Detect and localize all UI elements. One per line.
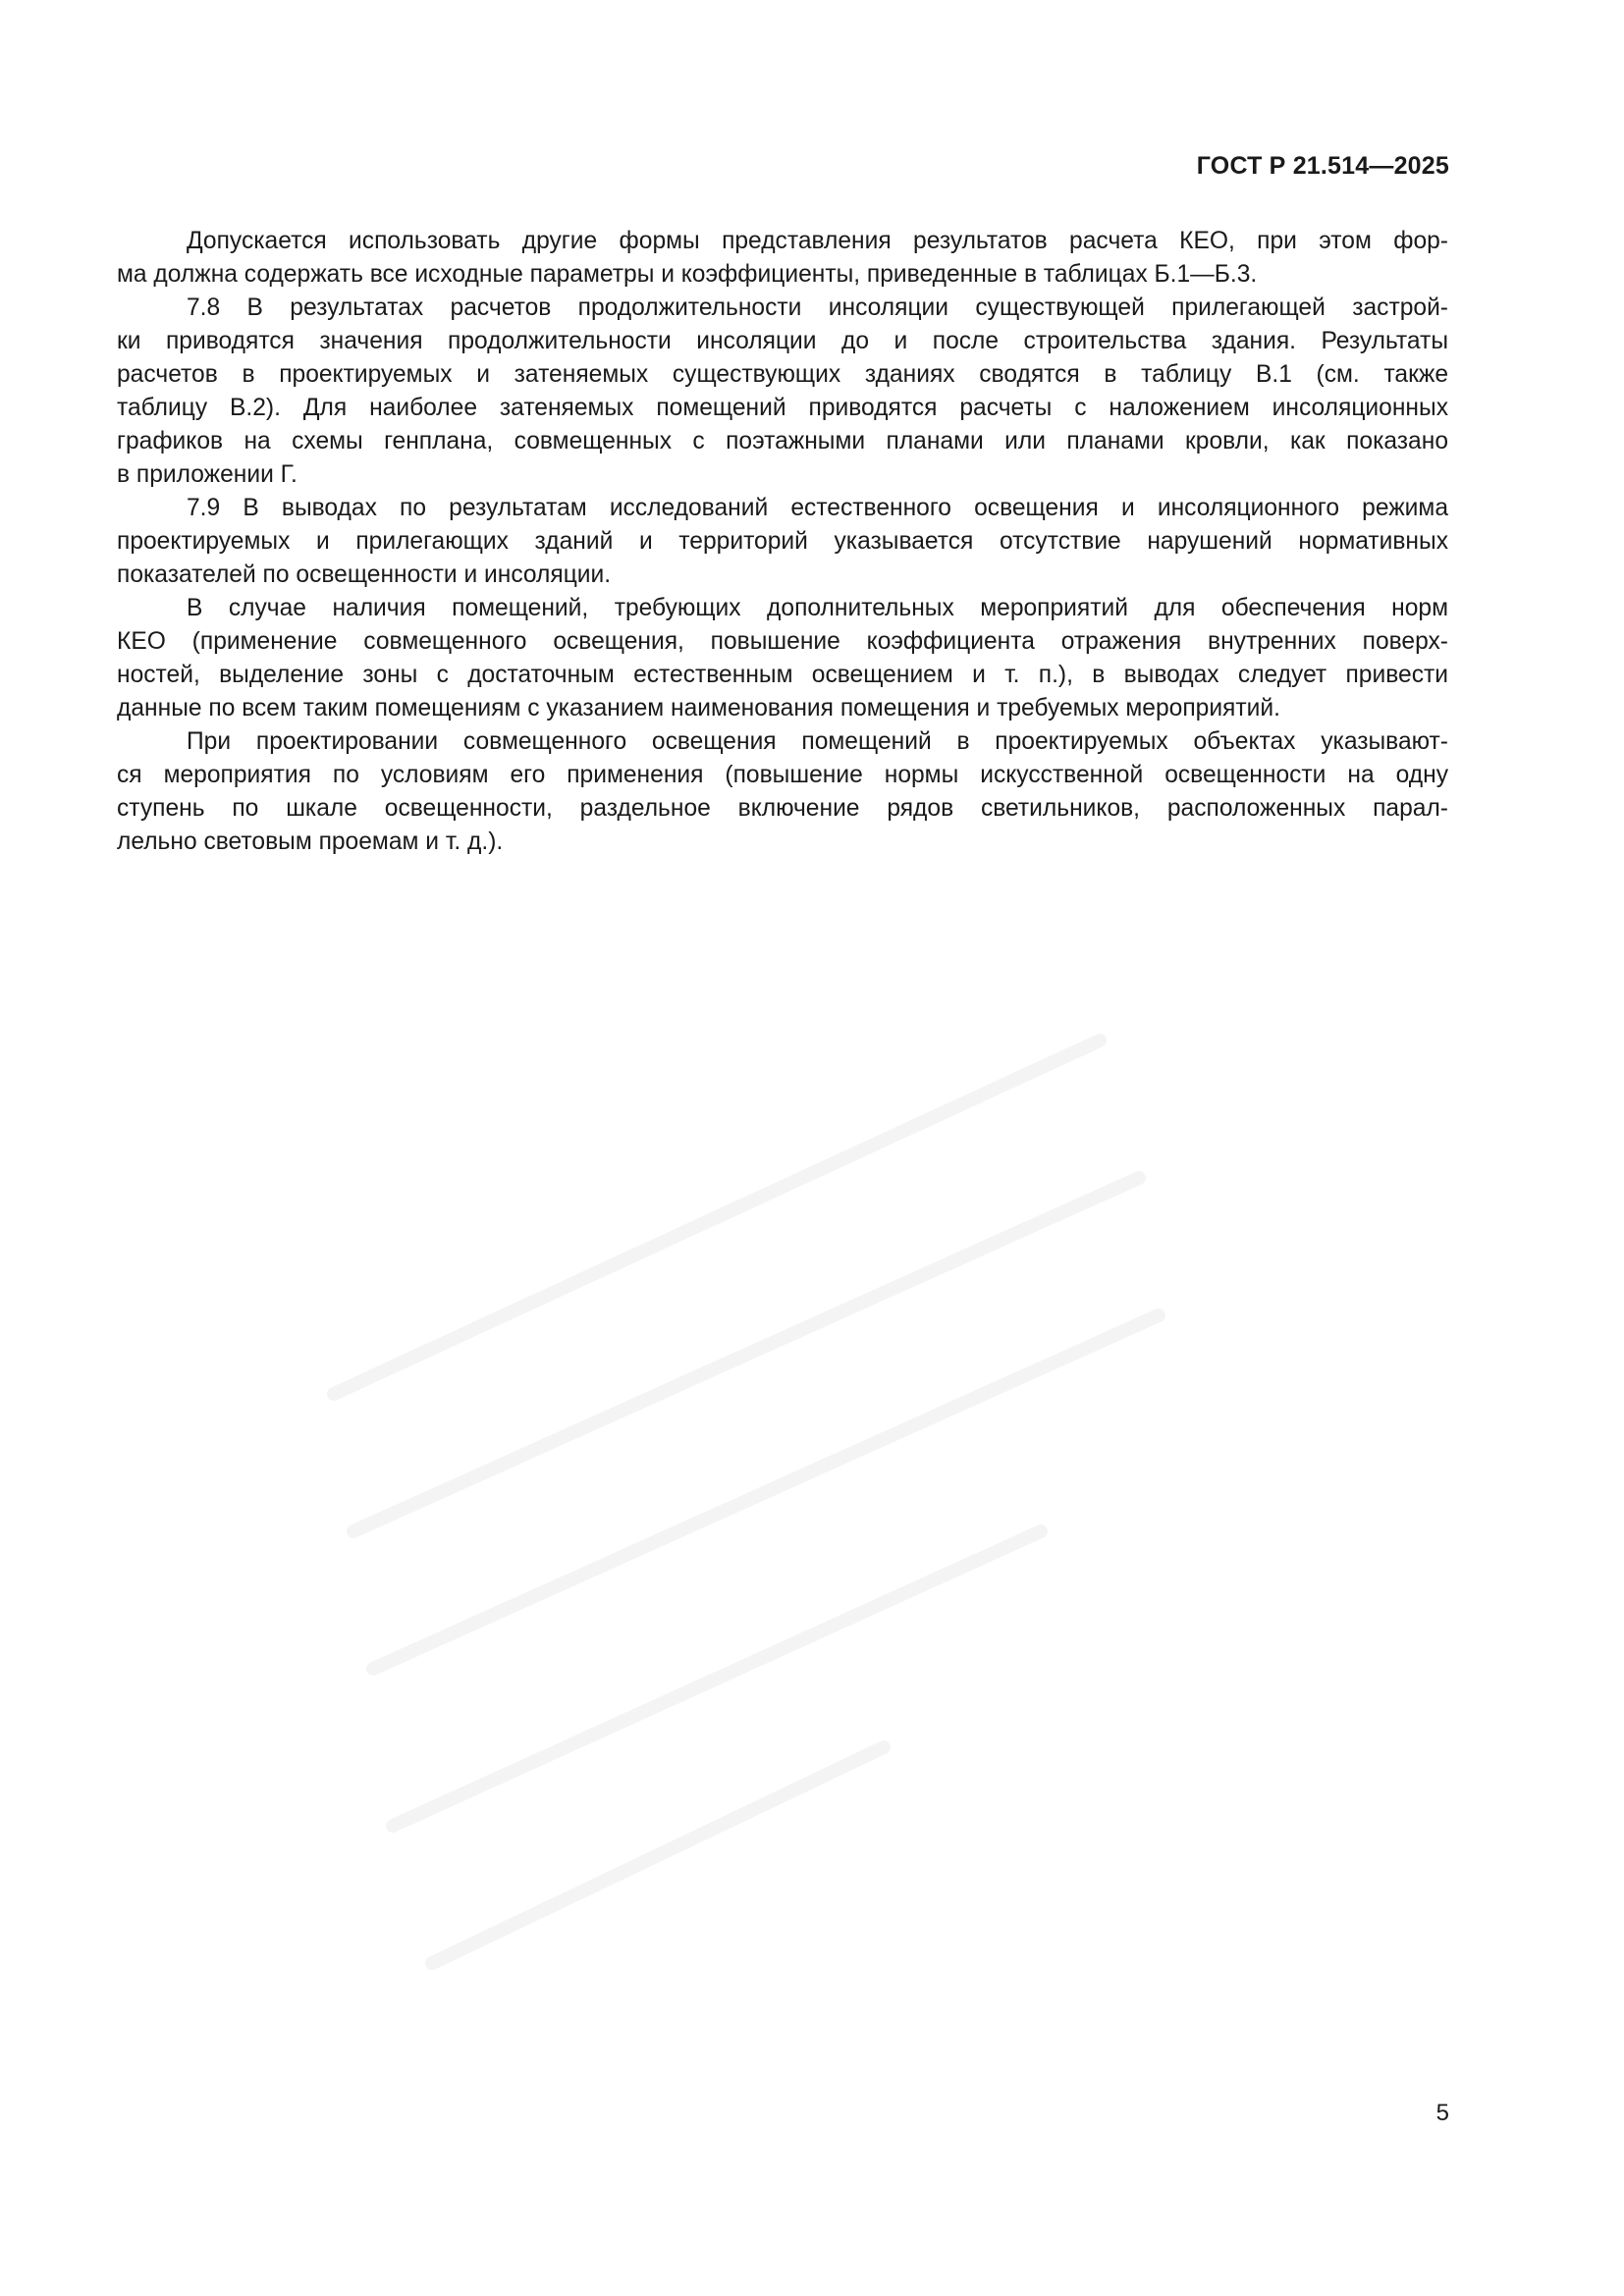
text-line: таблицу В.2). Для наиболее затеняемых помещений приводятся расчеты с наложением инсоляционных <box>117 395 1448 421</box>
text-line: ма должна содержать все исходные параметры и коэффициенты, приведенные в таблицах Б.1—Б.3. <box>117 261 1258 288</box>
text-line: графиков на схемы генплана, совмещенных с поэтажными планами или планами кровли, как показано <box>117 428 1448 454</box>
text-line: КЕО (применение совмещенного освещения, повышение коэффициента отражения внутренних поверх- <box>117 628 1448 655</box>
text-line: ки приводятся значения продолжительности инсоляции до и после строительства здания. Результаты <box>117 328 1448 354</box>
text-line: 7.8 В результатах расчетов продолжительности инсоляции существующей прилегающей застрой- <box>187 294 1448 321</box>
paragraph <box>117 592 1448 725</box>
page-number: 5 <box>1435 2100 1449 2126</box>
paragraph <box>117 725 1448 859</box>
text-line: ностей, выделение зоны с достаточным естественным освещением и т. п.), в выводах следует привести <box>117 662 1448 688</box>
text-line: расчетов в проектируемых и затеняемых существующих зданиях сводятся в таблицу В.1 (см. также <box>117 361 1448 388</box>
paragraph-7-9 <box>117 492 1448 592</box>
text-line: Допускается использовать другие формы представления результатов расчета КЕО, при этом фор- <box>187 228 1448 254</box>
text-line: проектируемых и прилегающих зданий и территорий указывается отсутствие нарушений нормативных <box>117 528 1448 555</box>
paragraph <box>117 225 1448 292</box>
text-line: в приложении Г. <box>117 461 298 488</box>
text-line: 7.9 В выводах по результатам исследований естественного освещения и инсоляционного режима <box>187 495 1448 521</box>
faint-watermark <box>295 982 1178 2061</box>
document-body <box>117 225 1448 859</box>
text-line: показателей по освещенности и инсоляции. <box>117 561 612 588</box>
text-line: ступень по шкале освещенности, раздельное включение рядов светильников, расположенных парал- <box>117 795 1448 822</box>
paragraph-7-8 <box>117 292 1448 492</box>
text-line: В случае наличия помещений, требующих дополнительных мероприятий для обеспечения норм <box>187 595 1448 621</box>
text-line: При проектировании совмещенного освещения помещений в проектируемых объектах указывают- <box>187 728 1448 755</box>
document-code-header: ГОСТ Р 21.514—2025 <box>1196 152 1449 180</box>
text-line: лельно световым проемам и т. д.). <box>117 828 504 855</box>
text-line: данные по всем таким помещениям с указанием наименования помещения и требуемых мероприятий. <box>117 695 1280 721</box>
text-line: ся мероприятия по условиям его применения (повышение нормы искусственной освещенности на одну <box>117 762 1448 788</box>
